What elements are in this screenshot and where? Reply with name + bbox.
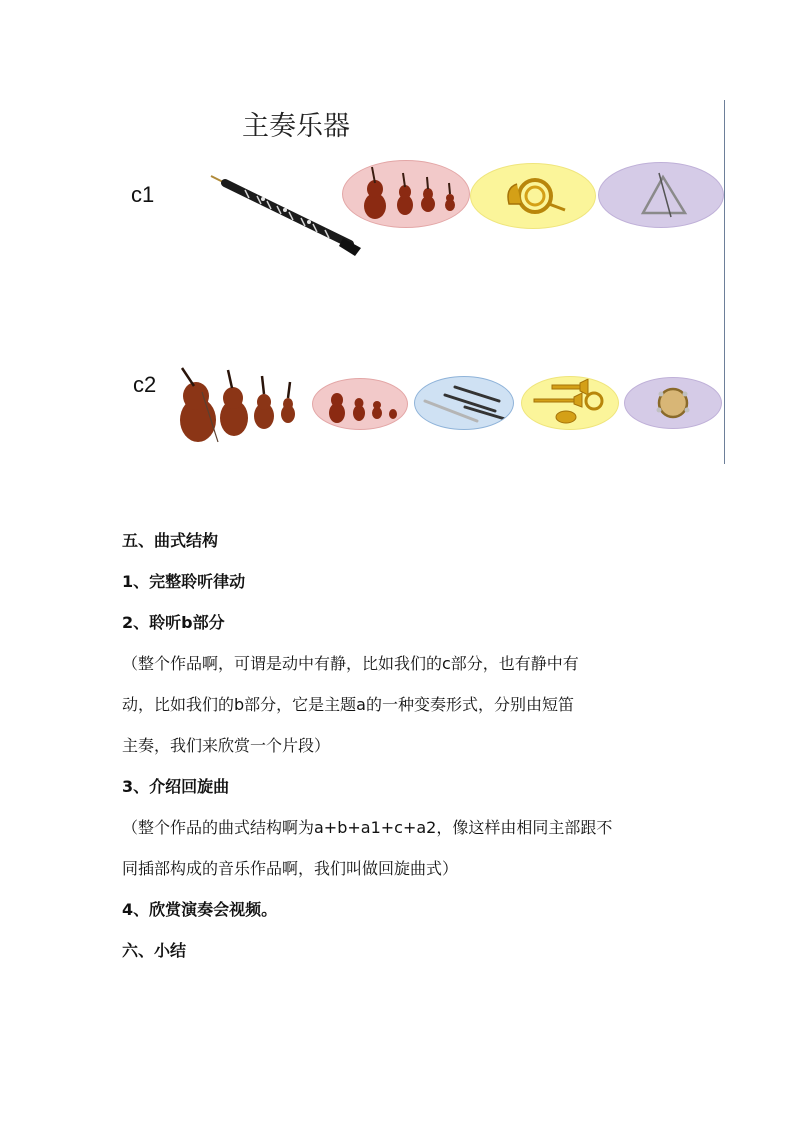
paragraph-line: 主奏，我们来欣赏一个片段）: [122, 736, 331, 755]
section-heading-6: 六、小结: [122, 941, 187, 960]
paragraph-line: （整个作品的曲式结构啊为a+b+a1+c+a2，像这样由相同主部跟不: [122, 818, 613, 837]
divider-line: [724, 100, 725, 464]
paragraph-line: （整个作品啊，可谓是动中有静，比如我们的c部分，也有静中有: [122, 654, 579, 673]
oboe-icon: [205, 172, 365, 258]
diagram-title: 主奏乐器: [242, 111, 350, 142]
string-family-icon: [342, 160, 470, 228]
french-horn-icon: [470, 163, 596, 229]
item-2: 2、聆听b部分: [122, 613, 225, 632]
string-family-icon: [168, 362, 304, 446]
string-family-icon: [312, 378, 408, 430]
section-heading-5: 五、曲式结构: [122, 531, 219, 550]
brass-family-icon: [521, 376, 619, 430]
paragraph-line: 动，比如我们的b部分，它是主题a的一种变奏形式，分别由短笛: [122, 695, 574, 714]
row-label-c2: c2: [133, 372, 157, 397]
paragraph-line: 同插部构成的音乐作品啊，我们叫做回旋曲式）: [122, 859, 459, 878]
tambourine-icon: [624, 377, 722, 429]
woodwind-family-icon: [414, 376, 514, 430]
lesson-text: [122, 520, 682, 971]
row-label-c1: c1: [131, 182, 155, 207]
item-3: 3、介绍回旋曲: [122, 777, 230, 796]
item-1: 1、完整聆听律动: [122, 572, 246, 591]
triangle-icon: [598, 162, 724, 228]
item-4: 4、欣赏演奏会视频。: [122, 900, 278, 919]
